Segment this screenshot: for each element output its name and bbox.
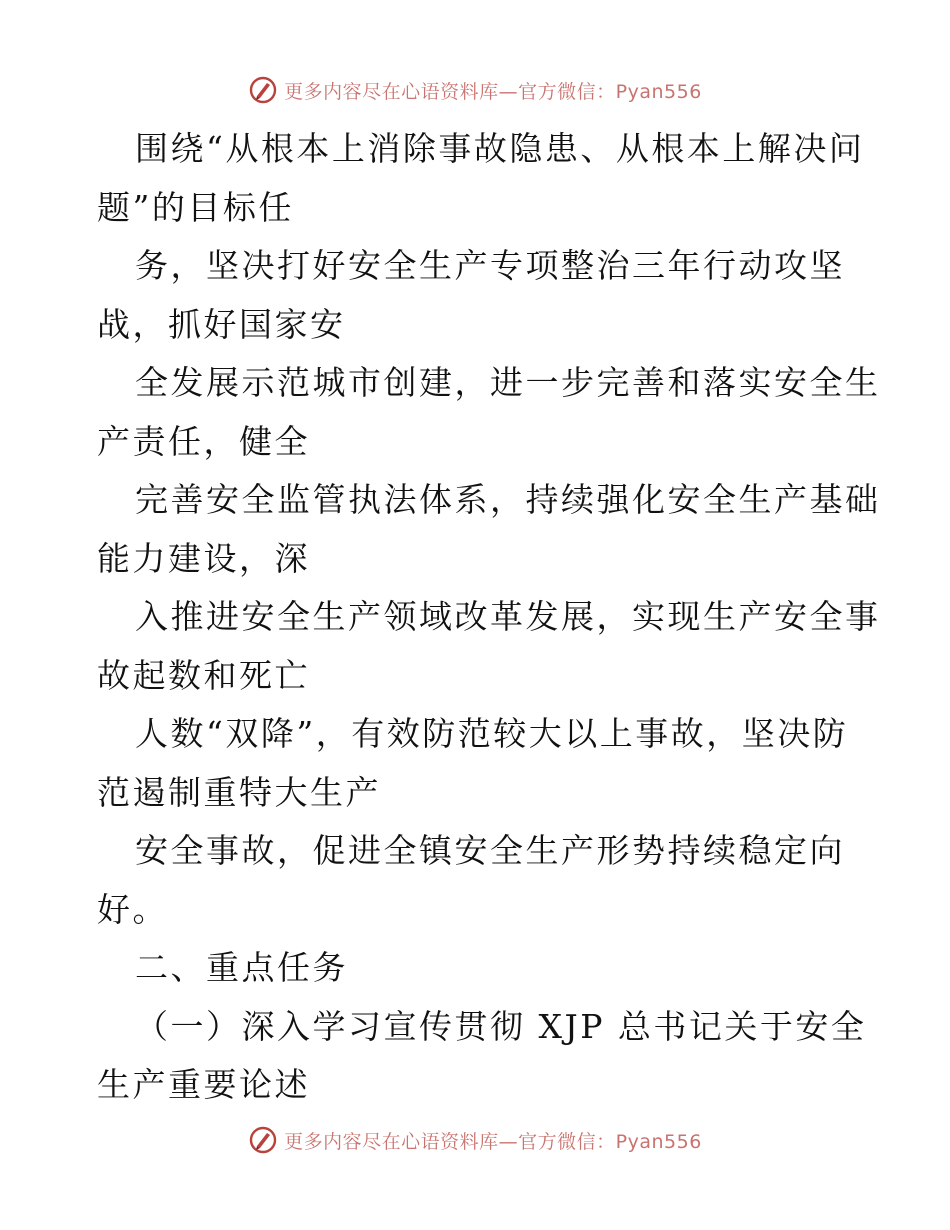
- text-line: 范遏制重特大生产: [97, 772, 381, 812]
- text-line: 人数“双降”，有效防范较大以上事故，坚决防: [135, 714, 849, 753]
- text-line: 围绕“从根本上消除事故隐患、从根本上解决问: [135, 129, 865, 168]
- text-line: 能力建设，深: [97, 538, 310, 578]
- text-line: 入推进安全生产领域改革发展，实现生产安全事: [135, 597, 881, 636]
- text-line: 生产重要论述: [97, 1065, 310, 1104]
- text-line: 战，抓好国家安: [97, 304, 346, 344]
- section-heading: 二、重点任务: [135, 948, 348, 987]
- header-banner: [0, 70, 950, 110]
- text-line: 完善安全监管执法体系，持续强化安全生产基础: [135, 480, 881, 519]
- text-line: 产责任，健全: [97, 421, 310, 461]
- document-body: [97, 120, 881, 1115]
- footer-banner-content: [248, 1125, 702, 1155]
- text-line: 故起数和死亡: [97, 655, 310, 695]
- footer-banner: [0, 1120, 950, 1160]
- pen-circle-icon: [248, 75, 278, 105]
- header-banner-content: [248, 75, 702, 105]
- text-line: 安全事故，促进全镇安全生产形势持续稳定向: [135, 831, 845, 870]
- footer-banner-text: 更多内容尽在心语资料库—官方微信：Pyan556: [284, 1130, 702, 1153]
- text-line: 全发展示范城市创建，进一步完善和落实安全生: [135, 363, 881, 402]
- subsection-heading: （一）深入学习宣传贯彻 XJP 总书记关于安全: [135, 1006, 867, 1046]
- pen-circle-icon: [248, 1125, 278, 1155]
- text-line: 题”的目标任: [97, 187, 294, 227]
- text-line: 务，坚决打好安全生产专项整治三年行动攻坚: [135, 246, 845, 285]
- text-line: 好。: [97, 889, 168, 929]
- header-banner-text: 更多内容尽在心语资料库—官方微信：Pyan556: [284, 80, 702, 103]
